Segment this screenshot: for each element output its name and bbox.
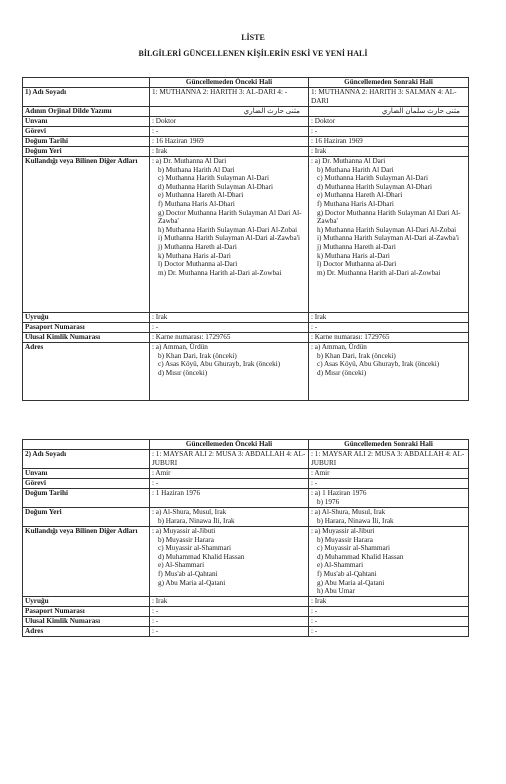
passport-after: : -	[309, 607, 469, 617]
row-aliases	[23, 527, 469, 597]
row-address	[23, 343, 469, 401]
label-birth-place: Doğum Yeri	[23, 147, 150, 157]
alias-item: g) Abu Maria al-Qatani	[158, 578, 226, 587]
alias-item: : a) Muyassir al-Jibuti	[152, 527, 216, 535]
row-name	[23, 88, 469, 107]
aliases-after	[309, 527, 469, 597]
row-original-name	[23, 107, 469, 117]
birth-place-item: b) Harara, Ninawa İli, Irak	[317, 516, 394, 525]
alias-item: : a) Dr. Muthanna Al Dari	[152, 157, 227, 165]
row-duty	[23, 127, 469, 137]
alias-item: i) Muthanna Harith Sulayman Al-Dari al-Zawba'i	[317, 234, 460, 243]
alias-item: m) Dr. Muthanna Harith al-Dari al-Zowbai	[317, 268, 441, 277]
birth-place-after: : Irak	[309, 147, 469, 157]
alias-item: : a) Muyassir al-Jiburi	[311, 527, 375, 535]
alias-item: j) Muthanna Hareth al-Dari	[158, 242, 237, 251]
label-nationality: Uyruğu	[23, 313, 150, 323]
label-national-id: Ulusal Kimlik Numarası	[23, 333, 150, 343]
row-national-id	[23, 333, 469, 343]
birth-place-item: : a) Al-Shura, Musul, Irak	[311, 508, 386, 516]
address-item: c) Asas Köyü, Abu Ghurayb, Irak (önceki)	[317, 360, 440, 369]
person-1-table	[22, 77, 469, 401]
passport-before: : -	[150, 607, 309, 617]
nationality-before: : Irak	[150, 313, 309, 323]
label-address: Adres	[23, 627, 150, 637]
label-duty: Görevi	[23, 127, 150, 137]
nationality-after: : Irak	[309, 597, 469, 607]
label-nationality: Uyruğu	[23, 597, 150, 607]
row-birth-place	[23, 508, 469, 527]
title-after: : Amir	[309, 469, 469, 479]
alias-item: g) Abu Maria al-Qatani	[317, 578, 385, 587]
alias-item: d) Muhammad Khalid Hassan	[158, 552, 245, 561]
birth-date-item: : a) 1 Haziran 1976	[311, 489, 367, 497]
label-duty: Görevi	[23, 479, 150, 489]
alias-item: e) Muthanna Hareth Al-Dhari	[317, 191, 403, 200]
alias-item: h) Muthanna Harith Sulayman Al-Dari Al-Zobai	[317, 225, 457, 234]
address-before: : -	[150, 627, 309, 637]
label-title: Unvanı	[23, 117, 150, 127]
alias-item: d) Muthanna Harith Sulayman Al-Dhari	[158, 182, 273, 191]
address-item: b) Khan Dari, Irak (önceki)	[158, 351, 237, 360]
birth-place-item: b) Harara, Ninawa İli, Irak	[158, 516, 235, 525]
alias-item: i) Muthanna Harith Sulayman Al-Dari al-Zawba'i	[158, 234, 301, 243]
alias-item: d) Muhammad Khalid Hassan	[317, 552, 404, 561]
alias-item: f) Muthana Haris Al-Dhari	[317, 199, 394, 208]
title-before: : Amir	[150, 469, 309, 479]
national-id-before: : Karne numarası: 1729765	[150, 333, 309, 343]
birth-date-after: : 16 Haziran 1969	[309, 137, 469, 147]
national-id-before: : -	[150, 617, 309, 627]
duty-before: : -	[150, 479, 309, 489]
row-title	[23, 117, 469, 127]
alias-item: c) Muthanna Harith Sulayman Al-Dari	[317, 174, 428, 183]
alias-item: k) Muthana Haris al-Dari	[158, 251, 231, 260]
duty-after: : -	[309, 479, 469, 489]
alias-item: j) Muthanna Hareth al-Dari	[317, 242, 396, 251]
alias-item: b) Muthana Harith Al Dari	[317, 165, 394, 174]
document-subtitle: BİLGİLERİ GÜNCELLENEN KİŞİLERİN ESKİ VE YENİ HALİ	[138, 49, 368, 58]
nationality-after: : Irak	[309, 313, 469, 323]
alias-item: g) Doctor Muthanna Harith Sulayman Al Dari Al-Zawba'	[158, 208, 302, 226]
duty-before: : -	[150, 127, 309, 137]
label-passport: Pasaport Numarası	[23, 607, 150, 617]
person-2-table	[22, 439, 469, 637]
alias-item: b) Muyassir Harara	[317, 535, 373, 544]
passport-after: : -	[309, 323, 469, 333]
alias-item: e) Al-Shammari	[317, 561, 364, 570]
label-birth-date: Doğum Tarihi	[23, 137, 150, 147]
alias-item: f) Mus'ab al-Qahtani	[317, 569, 377, 578]
label-original-name: Adının Orjinal Dilde Yazımı	[23, 107, 150, 117]
alias-item: m) Dr. Muthanna Harith al-Dari al-Zowbai	[158, 268, 282, 277]
birth-date-after	[309, 489, 469, 508]
birth-date-before: : 16 Haziran 1969	[150, 137, 309, 147]
row-national-id	[23, 617, 469, 627]
arabic-name-before: مثنى حارث الضاري	[243, 107, 300, 115]
aliases-before	[150, 527, 309, 597]
alias-item: c) Muthanna Harith Sulayman Al-Dari	[158, 174, 269, 183]
aliases-before	[150, 157, 309, 313]
duty-after: : -	[309, 127, 469, 137]
address-after	[309, 343, 469, 401]
label-name: 1) Adı Soyadı	[23, 88, 150, 107]
address-before	[150, 343, 309, 401]
row-passport	[23, 323, 469, 333]
national-id-after: : Karne numarası: 1729765	[309, 333, 469, 343]
name-after: : 1: MAYSAR ALI 2: MUSA 3: ABDALLAH 4: AL-JUBURI	[309, 450, 469, 469]
table-header-row	[23, 440, 469, 450]
row-title	[23, 469, 469, 479]
header-after: Güncellemeden Sonraki Hali	[309, 78, 469, 88]
row-passport	[23, 607, 469, 617]
label-aliases: Kullandığı veya Bilinen Diğer Adları	[23, 157, 150, 313]
header-empty	[23, 440, 150, 450]
row-name	[23, 450, 469, 469]
address-item: : a) Amman, Ürdün	[311, 343, 367, 351]
birth-place-before	[150, 508, 309, 527]
row-birth-place	[23, 147, 469, 157]
label-passport: Pasaport Numarası	[23, 323, 150, 333]
birth-place-after	[309, 508, 469, 527]
birth-date-before	[150, 489, 309, 508]
table-header-row	[23, 78, 469, 88]
label-birth-place: Doğum Yeri	[23, 508, 150, 527]
row-nationality	[23, 313, 469, 323]
alias-item: h) Muthanna Harith Sulayman Al-Dari Al-Zobai	[158, 225, 298, 234]
label-address: Adres	[23, 343, 150, 401]
header-before: Güncellemeden Önceki Hali	[150, 78, 309, 88]
alias-item: f) Mus'ab al-Qahtani	[158, 569, 218, 578]
alias-item: f) Muthana Haris Al-Dhari	[158, 199, 235, 208]
alias-item: c) Muyassir al-Shammari	[158, 544, 232, 553]
alias-item: b) Muthana Harith Al Dari	[158, 165, 235, 174]
nationality-before: : Irak	[150, 597, 309, 607]
address-item: c) Asas Köyü, Abu Ghurayb, Irak (önceki)	[158, 360, 281, 369]
birth-place-before: : Irak	[150, 147, 309, 157]
address-item: b) Khan Dari, Irak (önceki)	[317, 351, 396, 360]
alias-item: k) Muthana Haris al-Dari	[317, 251, 390, 260]
row-address	[23, 627, 469, 637]
row-aliases	[23, 157, 469, 313]
birth-date-item: b) 1976	[317, 497, 340, 506]
alias-item: h) Abu Umar	[317, 587, 355, 596]
title-after: : Doktor	[309, 117, 469, 127]
address-item: d) Mısır (önceki)	[158, 368, 208, 377]
title-before: : Doktor	[150, 117, 309, 127]
alias-item: g) Doctor Muthanna Harith Sulayman Al Dari Al-Zawba'	[317, 208, 461, 226]
header-after: Güncellemeden Sonraki Hali	[309, 440, 469, 450]
name-after: 1: MUTHANNA 2: HARITH 3: SALMAN 4: AL-DARI	[309, 88, 469, 107]
label-name: 2) Adı Soyadı	[23, 450, 150, 469]
row-birth-date	[23, 489, 469, 508]
alias-item: e) Muthanna Hareth Al-Dhari	[158, 191, 244, 200]
alias-item: l) Doctor Muthanna al-Dari	[158, 260, 238, 269]
label-title: Unvanı	[23, 469, 150, 479]
alias-item: : a) Dr. Muthanna Al Dari	[311, 157, 386, 165]
row-birth-date	[23, 137, 469, 147]
national-id-after: : -	[309, 617, 469, 627]
alias-item: c) Muyassir al-Shammari	[317, 544, 391, 553]
alias-item: l) Doctor Muthanna al-Dari	[317, 260, 397, 269]
header-empty	[23, 78, 150, 88]
label-aliases: Kullandığı veya Bilinen Diğer Adları	[23, 527, 150, 597]
row-duty	[23, 479, 469, 489]
arabic-name-after: مثنى حارث سلمان الضاري	[381, 107, 460, 115]
name-before: : 1: MAYSAR ALI 2: MUSA 3: ABDALLAH 4: AL-JUBURI	[150, 450, 309, 469]
address-after: : -	[309, 627, 469, 637]
address-item: d) Mısır (önceki)	[317, 368, 367, 377]
passport-before: : -	[150, 323, 309, 333]
label-national-id: Ulusal Kimlik Numarası	[23, 617, 150, 627]
document-title: LİSTE	[241, 33, 265, 42]
birth-place-item: : a) Al-Shura, Musul, Irak	[152, 508, 227, 516]
address-item: : a) Amman, Ürdün	[152, 343, 208, 351]
name-before: 1: MUTHANNA 2: HARITH 3: AL-DARI 4: -	[150, 88, 309, 107]
alias-item: e) Al-Shammari	[158, 561, 205, 570]
aliases-after	[309, 157, 469, 313]
header-before: Güncellemeden Önceki Hali	[150, 440, 309, 450]
birth-date-item: : 1 Haziran 1976	[152, 489, 201, 497]
original-name-after	[309, 107, 469, 117]
original-name-before	[150, 107, 309, 117]
alias-item: d) Muthanna Harith Sulayman Al-Dhari	[317, 182, 432, 191]
label-birth-date: Doğum Tarihi	[23, 489, 150, 508]
row-nationality	[23, 597, 469, 607]
alias-item: b) Muyassir Harara	[158, 535, 214, 544]
